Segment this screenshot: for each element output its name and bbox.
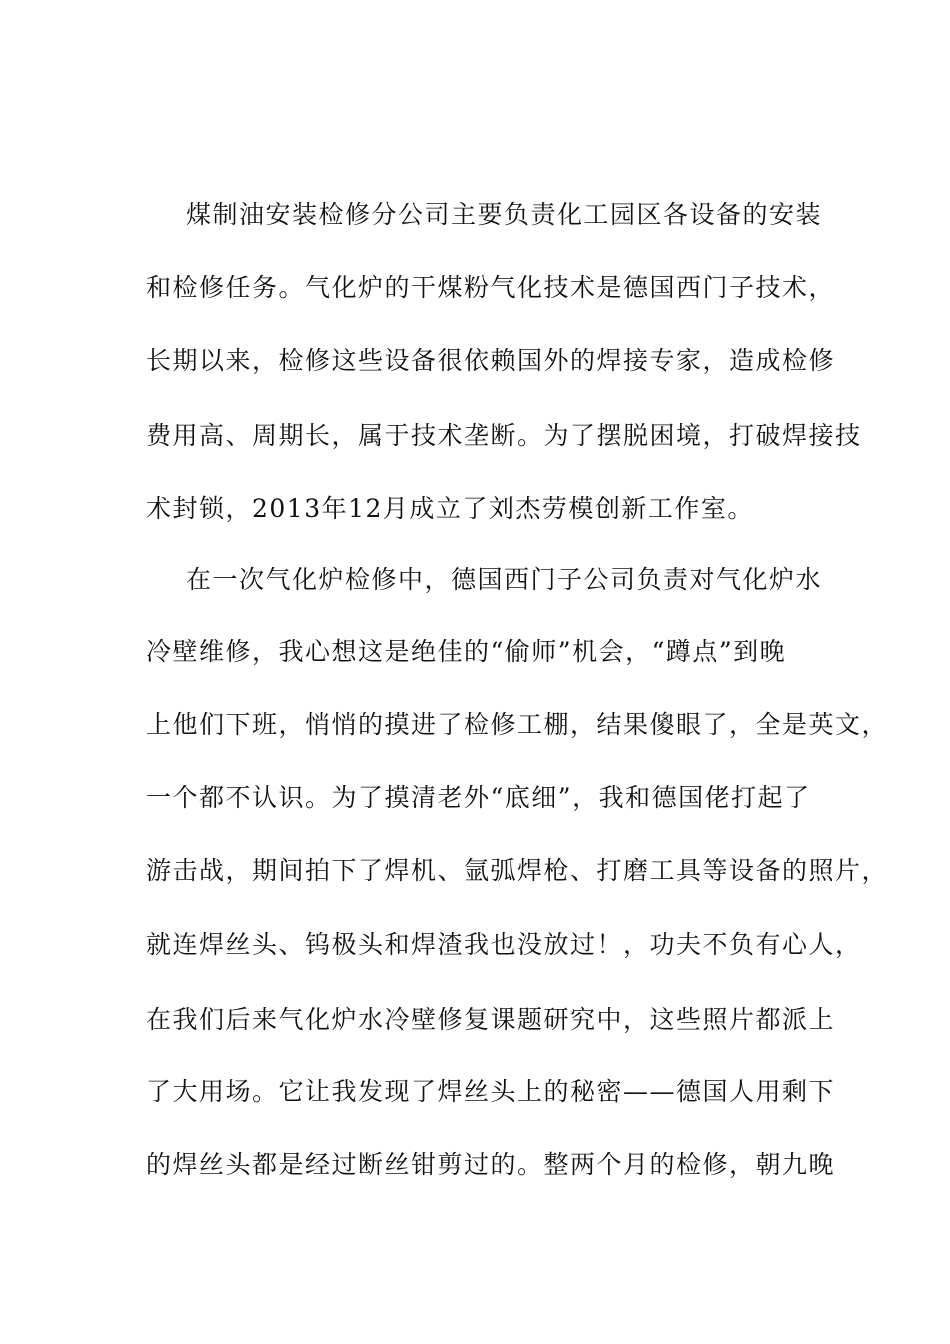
- paragraph-1-line-4: 费用高、周期长，属于技术垄断。为了摆脱困境，打破焊接技: [146, 421, 862, 450]
- paragraph-2-line-9: 的焊丝头都是经过断丝钳剪过的。整两个月的检修，朝九晚: [146, 1150, 836, 1179]
- paragraph-1-line-1: 煤制油安装检修分公司主要负责化工园区各设备的安装: [186, 200, 823, 229]
- paragraph-1-line-3: 长期以来，检修这些设备很依赖国外的焊接专家，造成检修: [146, 346, 836, 375]
- paragraph-2-line-1: 在一次气化炉检修中，德国西门子公司负责对气化炉水: [186, 565, 823, 594]
- paragraph-2-line-7: 在我们后来气化炉水冷壁修复课题研究中，这些照片都派上: [146, 1005, 836, 1034]
- paragraph-1-line-5: 术封锁，2013年12月成立了刘杰劳模创新工作室。: [146, 494, 754, 523]
- paragraph-1-line-2: 和检修任务。气化炉的干煤粉气化技术是德国西门子技术，: [146, 273, 836, 302]
- paragraph-2-line-8: 了大用场。它让我发现了焊丝头上的秘密——德国人用剩下: [146, 1077, 836, 1106]
- paragraph-2-line-3: 上他们下班，悄悄的摸进了检修工棚，结果傻眼了，全是英文，: [146, 710, 889, 739]
- paragraph-2-line-2: 冷壁维修，我心想这是绝佳的“偷师”机会，“蹲点”到晚: [146, 637, 787, 666]
- paragraph-2-line-5: 游击战，期间拍下了焊机、氩弧焊枪、打磨工具等设备的照片，: [146, 856, 889, 885]
- paragraph-2-line-6: 就连焊丝头、钨极头和焊渣我也没放过！，功夫不负有心人，: [146, 930, 862, 959]
- paragraph-2-line-4: 一个都不认识。为了摸清老外“底细”，我和德国佬打起了: [146, 783, 811, 812]
